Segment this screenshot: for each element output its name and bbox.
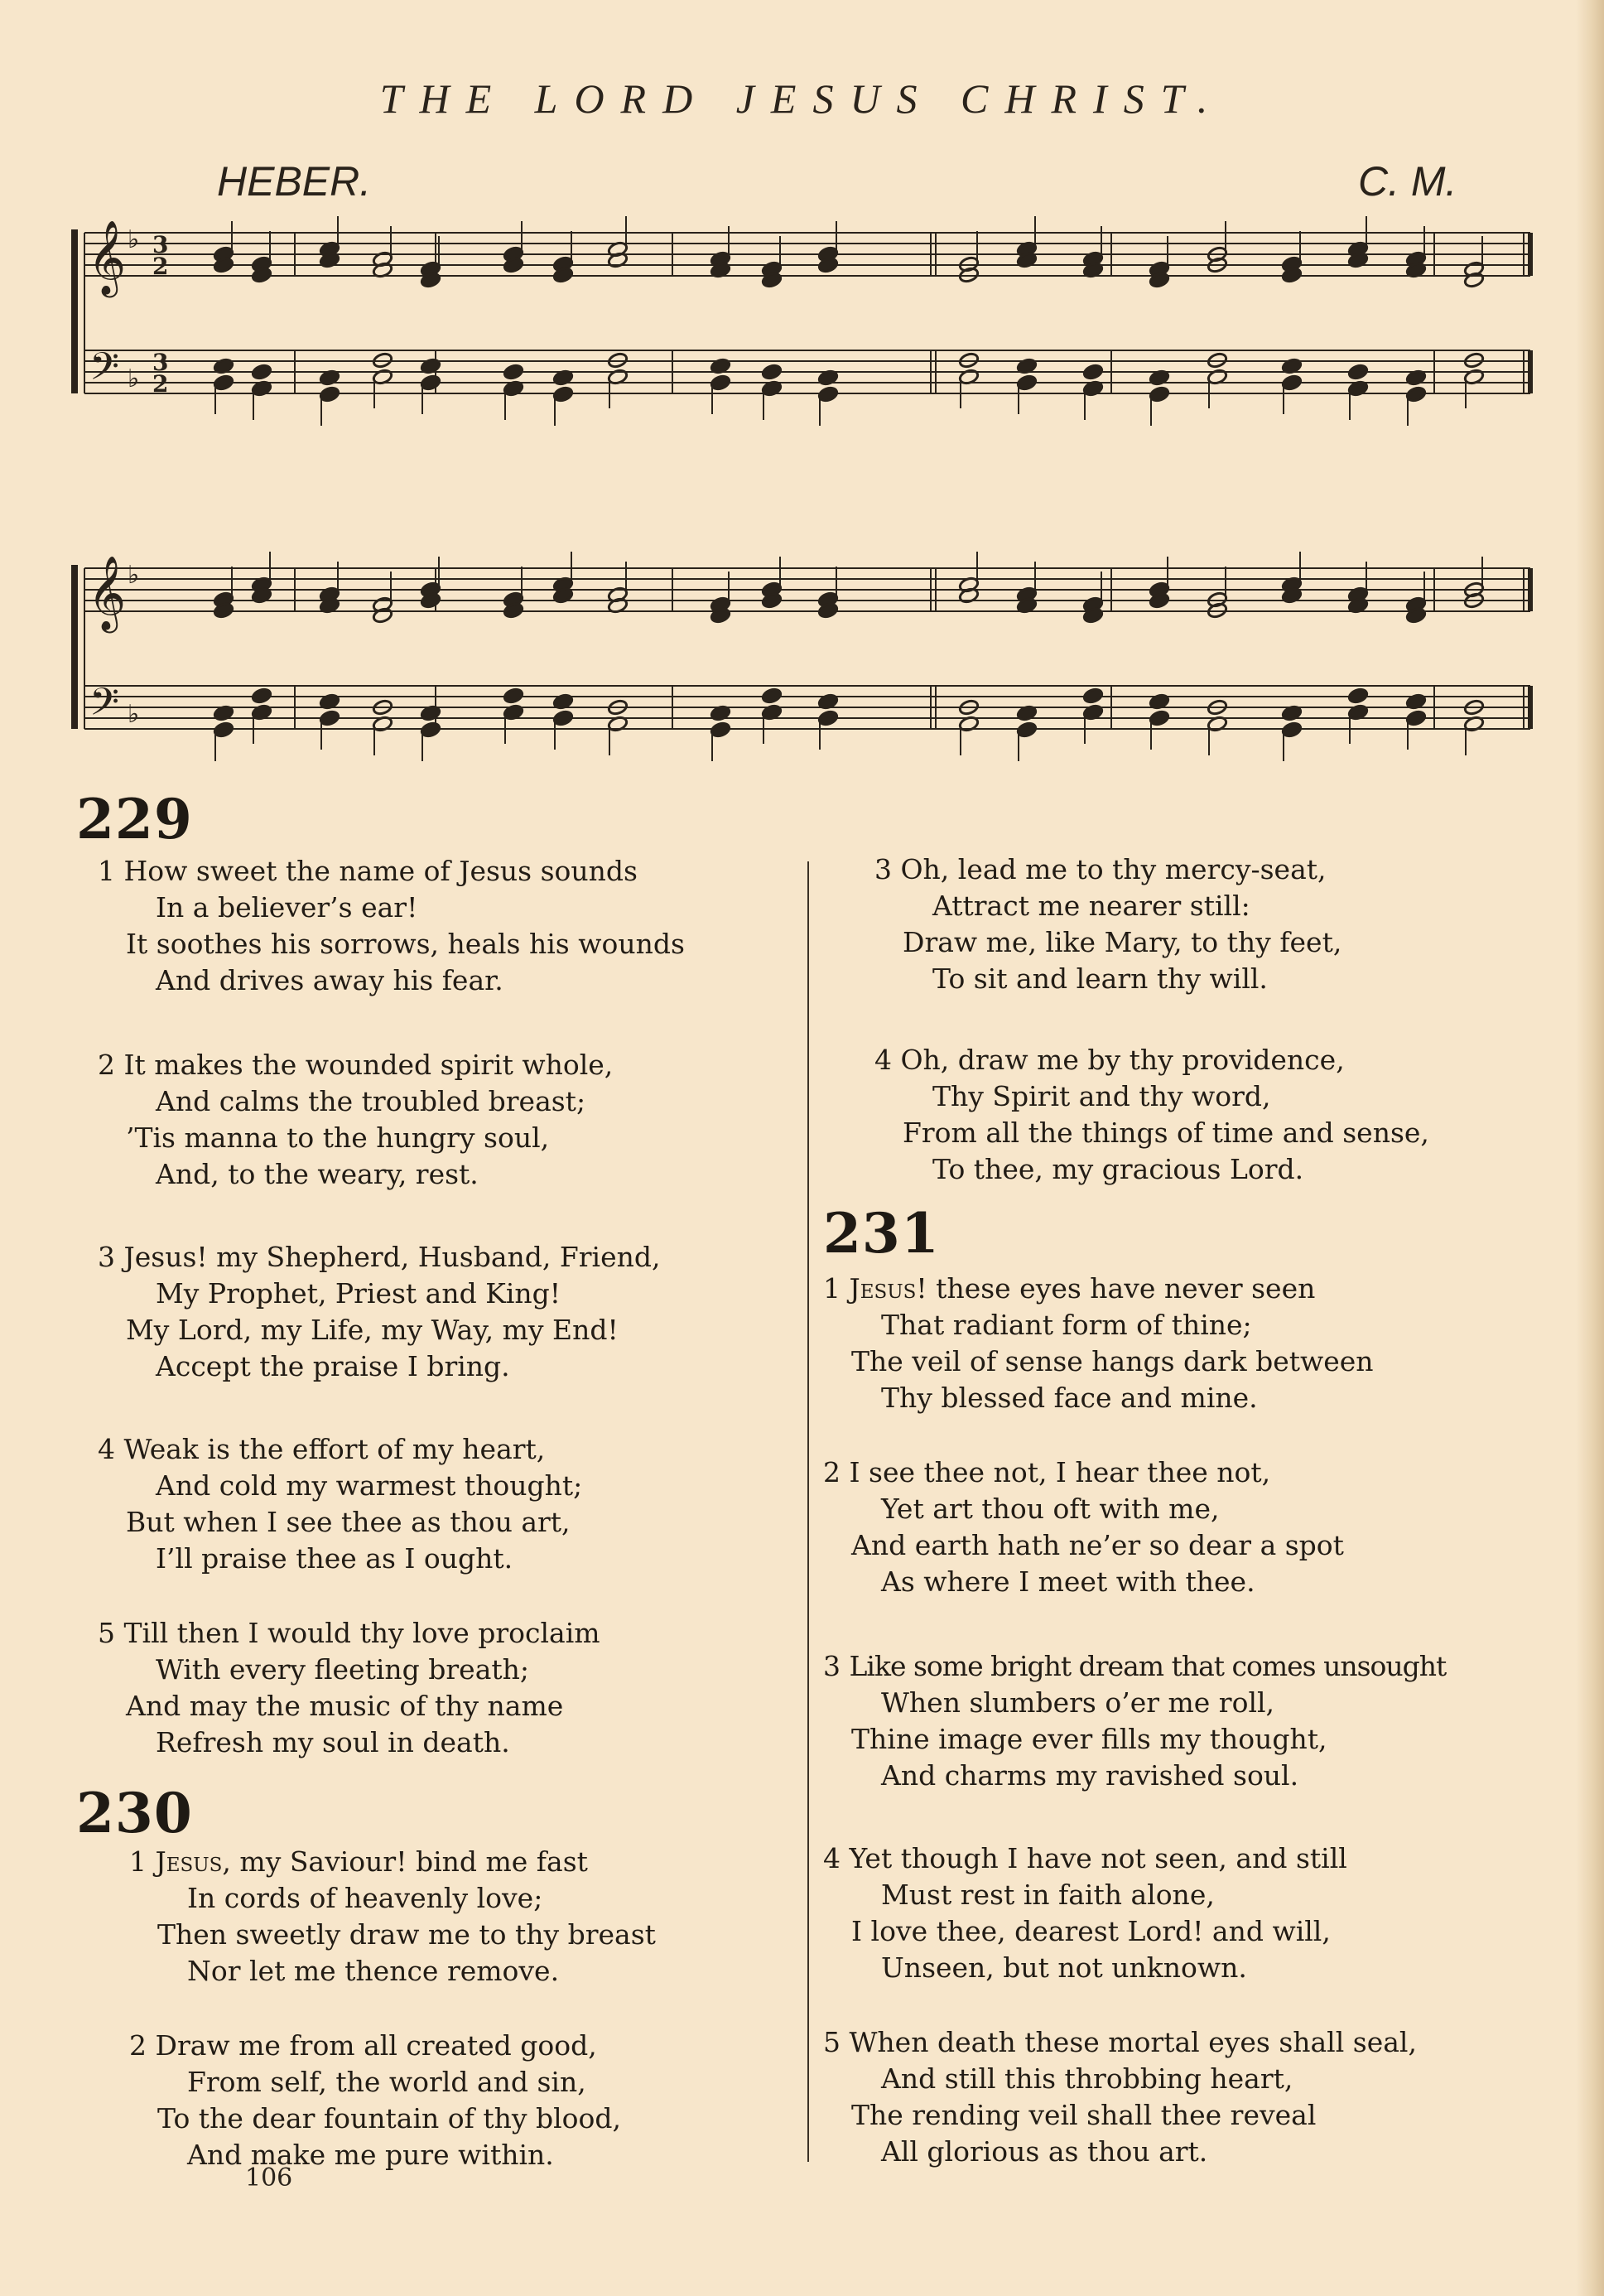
flat-icon: ♭ (128, 700, 140, 729)
stanza-number: 2 (98, 1049, 115, 1081)
hymn-229-stanza-4 (98, 1431, 582, 1577)
stanza-number: 4 (874, 1044, 892, 1076)
stanza-line: The rending veil shall thee reveal (851, 2099, 1317, 2131)
stanza-line: Refresh my soul in death. (156, 1726, 510, 1758)
stanza-line: And make me pure within. (187, 2139, 554, 2171)
stanza-first-word: Jesus, (155, 1845, 231, 1878)
flat-icon: ♭ (128, 364, 140, 393)
stanza-line: Draw me from all created good, (155, 2029, 597, 2062)
stanza-line: And drives away his fear. (156, 964, 503, 996)
stanza-number: 3 (874, 853, 892, 885)
note-head (213, 374, 234, 392)
bass-clef-icon: 𝄢 (89, 345, 120, 398)
stanza-line: Must rest in faith alone, (881, 1879, 1215, 1911)
tune-meter: C. M. (1358, 158, 1457, 205)
stanza-number: 2 (129, 2029, 147, 2062)
stanza-line: Nor let me thence remove. (187, 1955, 560, 1987)
stanza-line: these eyes have never seen (927, 1272, 1316, 1305)
hymn-229-stanza-2 (98, 1047, 613, 1193)
note-head (1082, 364, 1103, 381)
stanza-line: My Lord, my Life, my Way, my End! (126, 1314, 619, 1346)
flat-icon: ♭ (128, 225, 140, 254)
stanza-line: Thy Spirit and thy word, (932, 1080, 1271, 1112)
stanza-line: Accept the praise I bring. (156, 1350, 510, 1382)
note-head (1347, 364, 1368, 381)
stanza-line: I see thee not, I hear thee not, (849, 1456, 1271, 1488)
stanza-line: And cold my warmest thought; (156, 1469, 583, 1502)
note-head (1347, 687, 1368, 705)
stanza-line: From all the things of time and sense, (903, 1117, 1429, 1149)
stanza-number: 2 (823, 1456, 841, 1488)
hymn-230-stanza-1 (129, 1844, 656, 1990)
stanza-line: And may the music of thy name (126, 1690, 564, 1722)
stanza-line: When slumbers o’er me roll, (881, 1686, 1275, 1719)
stanza-line: Till then I would thy love proclaim (123, 1617, 600, 1649)
hymn-230-stanza-2 (129, 2028, 621, 2173)
hymn-230-stanza-4 (874, 1042, 1429, 1188)
hymn-number-231: 231 (823, 1201, 940, 1266)
note-head (1016, 721, 1037, 739)
bass-clef-icon: 𝄢 (89, 680, 120, 734)
stanza-line: my Saviour! bind me fast (230, 1845, 588, 1878)
note-head (1405, 386, 1426, 403)
note-head (213, 721, 234, 739)
tune-name: HEBER. (217, 158, 372, 205)
stanza-line: Oh, draw me by thy providence, (900, 1044, 1345, 1076)
treble-clef-icon: 𝄞 (88, 556, 127, 630)
stanza-line: Like some bright dream that comes unsought (849, 1650, 1447, 1682)
stanza-number: 1 (98, 855, 115, 887)
note-head (1281, 721, 1302, 739)
stanza-line: I love thee, dearest Lord! and will, (851, 1915, 1331, 1947)
stanza-number: 3 (98, 1241, 115, 1273)
stanza-number: 1 (129, 1845, 147, 1878)
stanza-line: When death these mortal eyes shall seal, (849, 2026, 1417, 2058)
note-head (1405, 710, 1426, 727)
stanza-line: It makes the wounded spirit whole, (123, 1049, 614, 1081)
page-number: 106 (245, 2163, 293, 2192)
note-head (251, 364, 272, 381)
stanza-line: With every fleeting breath; (156, 1653, 529, 1686)
stanza-line: It soothes his sorrows, heals his wounds (126, 928, 685, 960)
stanza-line: I’ll praise thee as I ought. (156, 1542, 513, 1575)
stanza-number: 1 (823, 1272, 841, 1305)
note-head (552, 386, 573, 403)
stanza-line: And calms the troubled breast; (156, 1085, 586, 1117)
stanza-line: In a believer’s ear! (156, 891, 418, 924)
stanza-line: But when I see thee as thou art, (126, 1506, 571, 1538)
hymn-number-230: 230 (76, 1781, 193, 1845)
note-head (503, 364, 523, 381)
note-head (761, 364, 782, 381)
hymn-229-stanza-3 (98, 1239, 660, 1385)
time-signature: 3 (152, 231, 169, 258)
stanza-line: Draw me, like Mary, to thy feet, (903, 926, 1342, 958)
column-divider (807, 861, 809, 2162)
note-head (420, 721, 441, 739)
hymn-number-229: 229 (76, 787, 193, 851)
stanza-line: As where I meet with thee. (881, 1565, 1255, 1598)
time-signature: 2 (152, 253, 169, 280)
note-head (1281, 374, 1302, 392)
stanza-line: Jesus! my Shepherd, Husband, Friend, (123, 1241, 661, 1273)
note-head (817, 386, 838, 403)
stanza-line: Attract me nearer still: (932, 890, 1250, 922)
stanza-line: All glorious as thou art. (881, 2135, 1208, 2168)
system-brace (71, 565, 78, 729)
note-head (1082, 687, 1103, 705)
time-signature: 3 (152, 349, 169, 376)
stanza-number: 4 (823, 1842, 841, 1874)
flat-icon: ♭ (128, 561, 140, 590)
stanza-line: The veil of sense hangs dark between (851, 1345, 1374, 1377)
stanza-number: 3 (823, 1650, 841, 1682)
stanza-line: ’Tis manna to the hungry soul, (126, 1121, 550, 1154)
stanza-line: Yet though I have not seen, and still (849, 1842, 1347, 1874)
stanza-line: To the dear fountain of thy blood, (157, 2102, 622, 2134)
stanza-line: Yet art thou oft with me, (881, 1493, 1220, 1525)
stanza-line: Thine image ever fills my thought, (851, 1723, 1327, 1755)
stanza-line: Oh, lead me to thy mercy-seat, (900, 853, 1327, 885)
note-head (710, 374, 730, 392)
stanza-number: 5 (823, 2026, 841, 2058)
note-head (319, 710, 340, 727)
stanza-line: And earth hath ne’er so dear a spot (851, 1529, 1344, 1561)
stanza-line: That radiant form of thine; (881, 1309, 1252, 1341)
page-edge (1576, 0, 1604, 2296)
stanza-line: Weak is the effort of my heart, (123, 1433, 546, 1465)
music-system-2 (66, 547, 1549, 787)
note-head (710, 721, 730, 739)
note-head (319, 386, 340, 403)
note-head (552, 710, 573, 727)
treble-clef-icon: 𝄞 (88, 220, 127, 295)
page-header: THE LORD JESUS CHRIST. (379, 75, 1225, 122)
stanza-line: Then sweetly draw me to thy breast (157, 1918, 656, 1951)
stanza-line: Thy blessed face and mine. (881, 1382, 1258, 1414)
stanza-first-word: Jesus! (849, 1272, 927, 1305)
stanza-line: To sit and learn thy will. (932, 962, 1268, 995)
stanza-number: 4 (98, 1433, 115, 1465)
note-head (251, 687, 272, 705)
system-brace (71, 229, 78, 393)
time-signature: 2 (152, 370, 169, 398)
stanza-line: And still this throbbing heart, (881, 2062, 1293, 2095)
hymn-231-stanza-3 (823, 1648, 1446, 1794)
hymn-231-stanza-2 (823, 1454, 1344, 1600)
hymn-231-stanza-4 (823, 1840, 1347, 1986)
stanza-line: To thee, my gracious Lord. (932, 1153, 1304, 1185)
stanza-line: In cords of heavenly love; (187, 1882, 543, 1914)
music-system-1 (66, 211, 1549, 451)
note-head (503, 687, 523, 705)
note-head (420, 374, 441, 392)
note-head (1016, 374, 1037, 392)
note-head (817, 710, 838, 727)
stanza-line: And charms my ravished soul. (881, 1759, 1299, 1792)
stanza-line: My Prophet, Priest and King! (156, 1277, 561, 1310)
hymn-229-stanza-5 (98, 1615, 600, 1761)
hymn-229-stanza-1 (98, 853, 685, 999)
stanza-line: And, to the weary, rest. (156, 1158, 479, 1190)
note-head (1149, 386, 1169, 403)
note-head (1149, 710, 1169, 727)
hymn-231-stanza-5 (823, 2024, 1417, 2170)
stanza-line: Unseen, but not unknown. (881, 1951, 1247, 1984)
hymn-231-stanza-1 (823, 1271, 1374, 1416)
stanza-number: 5 (98, 1617, 115, 1649)
note-head (761, 687, 782, 705)
stanza-line: From self, the world and sin, (187, 2066, 586, 2098)
stanza-line: How sweet the name of Jesus sounds (123, 855, 638, 887)
hymn-230-stanza-3 (874, 851, 1341, 997)
